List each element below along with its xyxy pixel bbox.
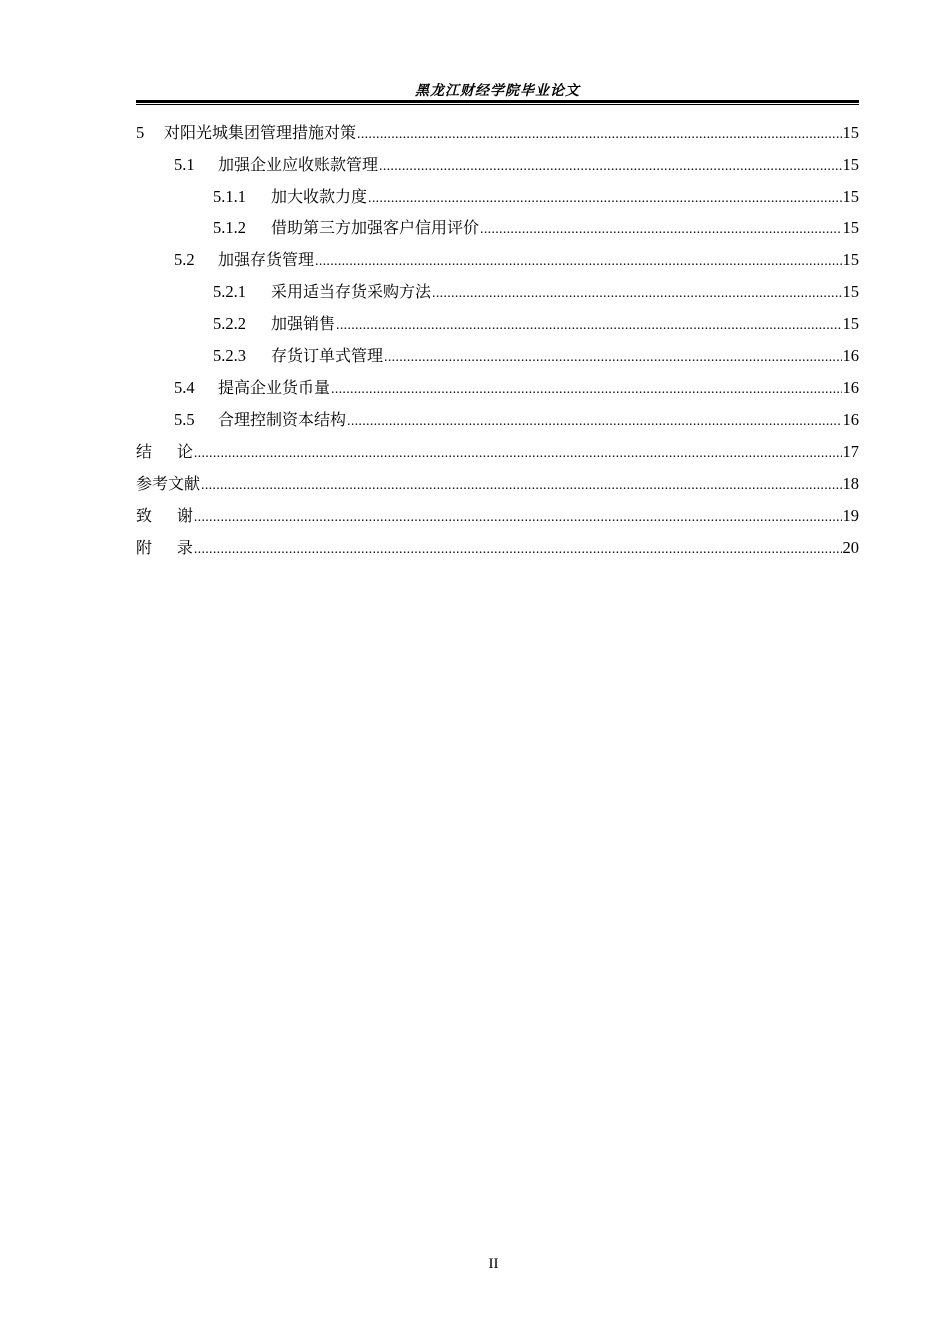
toc-entry-number: 5.2.2 — [213, 314, 246, 333]
toc-entry-title-char-2: 谢 — [176, 506, 193, 525]
toc-entry-page: 15 — [842, 218, 859, 237]
toc-entry-5-4[interactable] — [136, 372, 859, 404]
toc-entry-page: 15 — [842, 282, 859, 301]
toc-entry-number: 5.2.3 — [213, 346, 246, 365]
toc-entry-number: 5.2.1 — [213, 282, 246, 301]
toc-entry-number: 5.2 — [174, 250, 195, 269]
toc-leader-dots — [368, 183, 841, 215]
toc-entry-title: 对阳光城集团管理措施对策 — [164, 123, 357, 142]
toc-entry-title: 参考文献 — [136, 474, 201, 493]
toc-entry-5-2[interactable] — [136, 244, 859, 276]
toc-leader-dots — [379, 151, 841, 183]
toc-entry-title: 存货订单式管理 — [271, 346, 384, 365]
toc-entry-number: 5 — [136, 123, 145, 142]
toc-entry-title-char-1: 致 — [136, 506, 153, 525]
toc-entry-5-2-2[interactable] — [136, 308, 859, 340]
toc-entry-page: 15 — [842, 155, 859, 174]
toc-entry-5[interactable] — [136, 117, 859, 149]
toc-entry-title: 加强销售 — [271, 314, 336, 333]
toc-entry-page: 15 — [842, 250, 859, 269]
toc-entry-title-char-1: 结 — [136, 442, 153, 461]
toc-entry-5-2-1[interactable] — [136, 276, 859, 308]
toc-entry-page: 19 — [842, 506, 859, 525]
toc-leader-dots — [194, 502, 842, 534]
toc-entry-page: 16 — [842, 410, 859, 429]
toc-entry-number: 5.1 — [174, 155, 195, 174]
toc-leader-dots — [347, 406, 841, 438]
toc-leader-dots — [432, 278, 841, 310]
header-rule-thin — [136, 104, 859, 105]
toc-entry-title-char-2: 论 — [176, 442, 193, 461]
toc-entry-5-5[interactable] — [136, 404, 859, 436]
toc-entry-5-1-1[interactable] — [136, 181, 859, 213]
toc-leader-dots — [336, 310, 841, 342]
toc-entry-page: 18 — [842, 474, 859, 493]
toc-entry-acknowledgements[interactable] — [136, 500, 859, 532]
toc-leader-dots — [194, 534, 842, 566]
toc-leader-dots — [480, 214, 841, 246]
toc-entry-conclusion[interactable] — [136, 436, 859, 468]
toc-entry-page: 15 — [842, 314, 859, 333]
toc-leader-dots — [315, 246, 841, 278]
toc-entry-title: 借助第三方加强客户信用评价 — [271, 218, 480, 237]
toc-leader-dots — [201, 470, 841, 502]
toc-entry-references[interactable] — [136, 468, 859, 500]
toc-entry-number: 5.1.2 — [213, 218, 246, 237]
toc-entry-page: 15 — [842, 123, 859, 142]
toc-entry-appendix[interactable] — [136, 532, 859, 564]
toc-entry-title: 加强企业应收账款管理 — [218, 155, 379, 174]
toc-entry-title-char-1: 附 — [136, 538, 153, 557]
toc-leader-dots — [194, 438, 842, 470]
toc-entry-page: 16 — [842, 378, 859, 397]
toc-entry-page: 20 — [842, 538, 859, 557]
toc-leader-dots — [331, 374, 841, 406]
toc-entry-5-1-2[interactable] — [136, 212, 859, 244]
toc-entry-title: 加大收款力度 — [271, 187, 368, 206]
toc-entry-title: 提高企业货币量 — [218, 378, 331, 397]
toc-entry-title-char-2: 录 — [176, 538, 193, 557]
toc-entry-title: 加强存货管理 — [218, 250, 315, 269]
toc-entry-5-1[interactable] — [136, 149, 859, 181]
toc-leader-dots — [384, 342, 841, 374]
header-title: 黑龙江财经学院毕业论文 — [415, 83, 580, 99]
toc-entry-number: 5.1.1 — [213, 187, 246, 206]
page-number: II — [488, 1256, 499, 1272]
toc-entry-page: 16 — [842, 346, 859, 365]
toc-entry-5-2-3[interactable] — [136, 340, 859, 372]
toc-entry-number: 5.4 — [174, 378, 195, 397]
toc-entry-title: 采用适当存货采购方法 — [271, 282, 432, 301]
toc-entry-number: 5.5 — [174, 410, 195, 429]
toc-entry-page: 17 — [842, 442, 859, 461]
toc-entry-title: 合理控制资本结构 — [218, 410, 347, 429]
header-rule-thick — [136, 100, 859, 103]
toc-leader-dots — [357, 119, 841, 151]
toc-entry-page: 15 — [842, 187, 859, 206]
